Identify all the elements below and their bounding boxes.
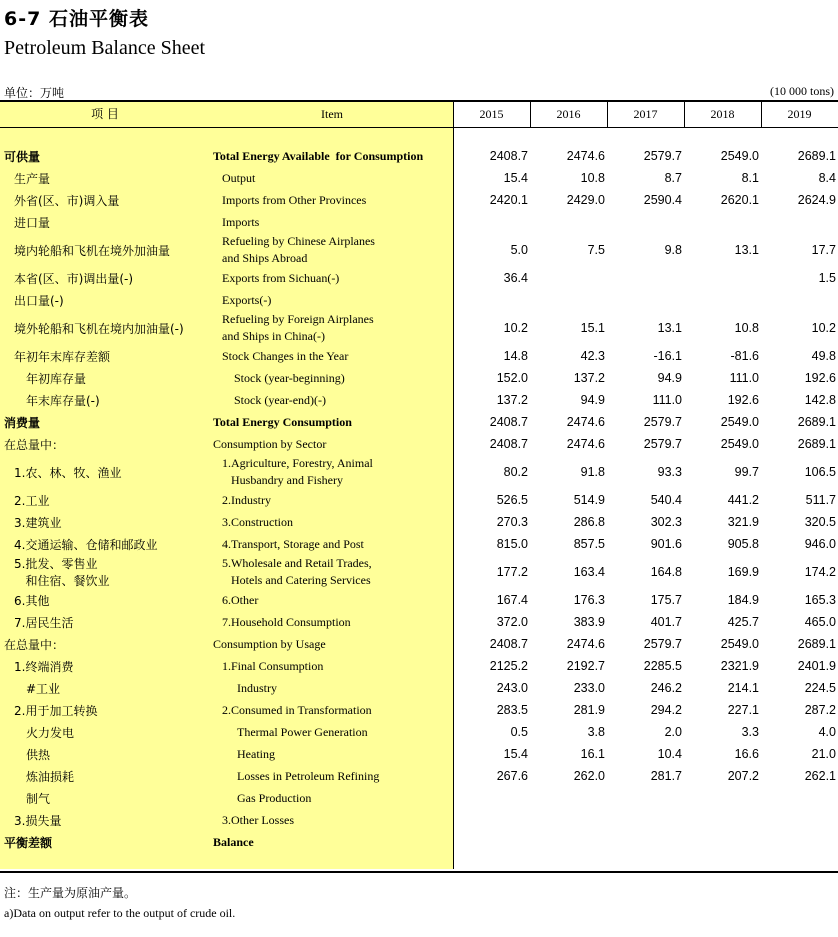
row-label-cn: 外省(区、市)调入量 bbox=[14, 193, 120, 208]
row-value-2015: 243.0 bbox=[496, 681, 528, 695]
row-value-2019: 49.8 bbox=[811, 349, 836, 363]
row-value-2015: 270.3 bbox=[496, 515, 528, 529]
row-value-2018: 169.9 bbox=[727, 565, 759, 579]
table-row bbox=[0, 411, 838, 433]
row-value-2019: 2689.1 bbox=[797, 637, 836, 651]
row-value-2015: 14.8 bbox=[503, 349, 528, 363]
table-row bbox=[0, 311, 838, 345]
row-value-2019: 2401.9 bbox=[797, 659, 836, 673]
row-label-en: 1.Agriculture, Forestry, Animal Husbandry and Fishery bbox=[222, 456, 373, 487]
row-value-2016: 857.5 bbox=[573, 537, 605, 551]
row-value-2016: 91.8 bbox=[580, 465, 605, 479]
row-value-2017: -16.1 bbox=[653, 349, 682, 363]
row-value-2018: -81.6 bbox=[730, 349, 759, 363]
row-value-2019 bbox=[766, 289, 836, 311]
row-value-2016: 2474.6 bbox=[566, 637, 605, 651]
row-value-2019: 2689.1 bbox=[797, 149, 836, 163]
row-label-cn: 年初库存量 bbox=[26, 371, 87, 386]
row-value-2016: 262.0 bbox=[573, 769, 605, 783]
row-value-2019: 142.8 bbox=[804, 393, 836, 407]
row-value-2016 bbox=[535, 211, 605, 233]
table-row bbox=[0, 267, 838, 289]
row-value-2019: 192.6 bbox=[804, 371, 836, 385]
row-value-2019 bbox=[766, 809, 836, 831]
row-value-2018: 2549.0 bbox=[720, 415, 759, 429]
row-value-2016: 2429.0 bbox=[566, 193, 605, 207]
header-item-cn: 项 目 bbox=[91, 107, 119, 121]
row-label-cn: 进口量 bbox=[14, 215, 51, 230]
row-label-cn: 2.用于加工转换 bbox=[14, 703, 98, 718]
row-label-en: 5.Wholesale and Retail Trades, Hotels and Catering Services bbox=[222, 556, 372, 587]
row-value-2017 bbox=[612, 787, 682, 809]
row-label-en: 4.Transport, Storage and Post bbox=[222, 536, 364, 551]
header-year: 2018 bbox=[710, 107, 735, 121]
table-row bbox=[0, 633, 838, 655]
row-value-2019: 2624.9 bbox=[797, 193, 836, 207]
row-value-2017: 111.0 bbox=[652, 393, 682, 407]
row-value-2016: 2474.6 bbox=[566, 437, 605, 451]
row-value-2019: 106.5 bbox=[804, 465, 836, 479]
row-value-2017: 2579.7 bbox=[643, 637, 682, 651]
row-value-2017: 540.4 bbox=[650, 493, 682, 507]
row-label-en: Total Energy Consumption bbox=[213, 414, 352, 429]
row-label-en: Stock (year-beginning) bbox=[234, 370, 345, 385]
row-value-2017: 94.9 bbox=[657, 371, 682, 385]
row-value-2017: 9.8 bbox=[664, 243, 682, 257]
row-value-2018: 192.6 bbox=[727, 393, 759, 407]
row-label-en: Thermal Power Generation bbox=[237, 724, 368, 739]
row-label-en: Balance bbox=[213, 834, 254, 849]
row-value-2018: 16.6 bbox=[734, 747, 759, 761]
unit-label-cn: 单位：万吨 bbox=[4, 86, 65, 100]
row-value-2018 bbox=[689, 289, 759, 311]
row-label-en: Stock Changes in the Year bbox=[222, 348, 349, 363]
row-value-2018: 2321.9 bbox=[720, 659, 759, 673]
row-value-2017: 10.4 bbox=[657, 747, 682, 761]
row-value-2017 bbox=[612, 809, 682, 831]
row-label-en: 1.Final Consumption bbox=[222, 658, 324, 673]
row-value-2015: 137.2 bbox=[496, 393, 528, 407]
balance-table bbox=[0, 100, 838, 873]
row-label-en: Exports from Sichuan(-) bbox=[222, 270, 340, 285]
table-row bbox=[0, 145, 838, 167]
row-value-2019: 17.7 bbox=[811, 243, 836, 257]
row-value-2018: 214.1 bbox=[727, 681, 759, 695]
table-row bbox=[0, 743, 838, 765]
table-row bbox=[0, 367, 838, 389]
row-value-2015: 2420.1 bbox=[489, 193, 528, 207]
row-value-2015: 815.0 bbox=[496, 537, 528, 551]
row-label-cn: 生产量 bbox=[14, 171, 51, 186]
row-value-2017: 2590.4 bbox=[643, 193, 682, 207]
row-value-2019: 21.0 bbox=[811, 747, 836, 761]
table-row bbox=[0, 511, 838, 533]
row-value-2016: 163.4 bbox=[573, 565, 605, 579]
row-value-2016: 137.2 bbox=[573, 371, 605, 385]
row-value-2019: 287.2 bbox=[804, 703, 836, 717]
row-value-2015: 10.2 bbox=[503, 321, 528, 335]
row-value-2017: 2285.5 bbox=[643, 659, 682, 673]
table-row bbox=[0, 289, 838, 311]
row-value-2016 bbox=[535, 787, 605, 809]
row-value-2016: 15.1 bbox=[580, 321, 605, 335]
row-value-2017: 175.7 bbox=[650, 593, 682, 607]
row-value-2015: 15.4 bbox=[503, 171, 528, 185]
row-label-cn: 制气 bbox=[26, 791, 51, 806]
row-value-2015: 5.0 bbox=[510, 243, 528, 257]
row-label-cn: 平衡差额 bbox=[4, 835, 53, 850]
row-value-2017: 164.8 bbox=[650, 565, 682, 579]
row-value-2019 bbox=[766, 831, 836, 853]
row-label-cn: 4.交通运输、仓储和邮政业 bbox=[14, 537, 158, 552]
row-value-2017: 2579.7 bbox=[643, 415, 682, 429]
table-row bbox=[0, 677, 838, 699]
row-label-en: 2.Consumed in Transformation bbox=[222, 702, 372, 717]
table-row bbox=[0, 699, 838, 721]
row-value-2016: 3.8 bbox=[587, 725, 605, 739]
row-value-2015: 15.4 bbox=[503, 747, 528, 761]
table-row bbox=[0, 233, 838, 267]
row-value-2016 bbox=[535, 267, 605, 289]
page-title-en: Petroleum Balance Sheet bbox=[4, 37, 206, 59]
row-value-2018: 425.7 bbox=[727, 615, 759, 629]
row-value-2015: 152.0 bbox=[496, 371, 528, 385]
header-year: 2015 bbox=[479, 107, 504, 121]
row-value-2015: 2408.7 bbox=[489, 637, 528, 651]
row-value-2015: 167.4 bbox=[496, 593, 528, 607]
row-value-2018: 13.1 bbox=[734, 243, 759, 257]
row-value-2015: 0.5 bbox=[510, 725, 528, 739]
row-value-2018: 3.3 bbox=[741, 725, 759, 739]
row-label-cn: 在总量中： bbox=[4, 437, 65, 452]
table-row bbox=[0, 831, 838, 853]
row-value-2018: 99.7 bbox=[734, 465, 759, 479]
table-row bbox=[0, 345, 838, 367]
row-value-2018: 2549.0 bbox=[720, 637, 759, 651]
row-value-2017: 2579.7 bbox=[643, 149, 682, 163]
row-value-2016: 94.9 bbox=[580, 393, 605, 407]
row-label-cn: 1.农、林、牧、渔业 bbox=[14, 465, 122, 480]
row-value-2015: 283.5 bbox=[496, 703, 528, 717]
header-divider bbox=[530, 102, 531, 127]
unit-label-en: (10 000 tons) bbox=[770, 84, 834, 98]
row-label-en: Total Energy Available for Consumption bbox=[213, 148, 424, 163]
row-label-cn: 1.终端消费 bbox=[14, 659, 74, 674]
row-value-2016: 281.9 bbox=[573, 703, 605, 717]
row-value-2016: 286.8 bbox=[573, 515, 605, 529]
row-label-cn: 在总量中： bbox=[4, 637, 65, 652]
row-label-cn: 6.其他 bbox=[14, 593, 50, 608]
row-value-2016: 2474.6 bbox=[566, 149, 605, 163]
row-value-2019: 320.5 bbox=[804, 515, 836, 529]
row-value-2016: 233.0 bbox=[573, 681, 605, 695]
table-row bbox=[0, 809, 838, 831]
row-value-2019: 10.2 bbox=[811, 321, 836, 335]
row-label-cn: 本省(区、市)调出量(-) bbox=[14, 271, 134, 286]
row-value-2019: 224.5 bbox=[804, 681, 836, 695]
table-header bbox=[0, 102, 838, 128]
row-value-2015: 80.2 bbox=[503, 465, 528, 479]
row-label-cn: 3.建筑业 bbox=[14, 515, 62, 530]
row-value-2015: 2408.7 bbox=[489, 415, 528, 429]
row-value-2017: 246.2 bbox=[650, 681, 682, 695]
row-value-2017: 401.7 bbox=[650, 615, 682, 629]
table-row bbox=[0, 455, 838, 489]
header-divider bbox=[684, 102, 685, 127]
row-label-en: Refueling by Chinese Airplanes and Ships Abroad bbox=[222, 234, 375, 265]
row-label-cn: 年初年末库存差额 bbox=[14, 349, 111, 364]
header-divider bbox=[607, 102, 608, 127]
row-label-cn: 火力发电 bbox=[26, 725, 75, 740]
table-row bbox=[0, 533, 838, 555]
row-label-en: Heating bbox=[237, 746, 275, 761]
row-value-2015: 177.2 bbox=[496, 565, 528, 579]
row-value-2019: 946.0 bbox=[804, 537, 836, 551]
table-row bbox=[0, 589, 838, 611]
row-label-en: Stock (year-end)(-) bbox=[234, 392, 327, 407]
table-row bbox=[0, 433, 838, 455]
row-value-2016 bbox=[535, 289, 605, 311]
row-label-en: Exports(-) bbox=[222, 292, 272, 307]
row-value-2018: 207.2 bbox=[727, 769, 759, 783]
row-value-2015: 2125.2 bbox=[489, 659, 528, 673]
row-label-en: 3.Construction bbox=[222, 514, 293, 529]
table-row bbox=[0, 765, 838, 787]
row-label-cn: 2.工业 bbox=[14, 493, 50, 508]
table-row bbox=[0, 721, 838, 743]
row-value-2018 bbox=[689, 267, 759, 289]
row-value-2016 bbox=[535, 809, 605, 831]
row-value-2015 bbox=[458, 809, 528, 831]
row-value-2018: 905.8 bbox=[727, 537, 759, 551]
row-value-2019: 4.0 bbox=[818, 725, 836, 739]
row-value-2017: 281.7 bbox=[650, 769, 682, 783]
row-value-2018 bbox=[689, 809, 759, 831]
row-value-2015: 267.6 bbox=[496, 769, 528, 783]
row-value-2019: 511.7 bbox=[805, 493, 836, 507]
row-value-2017: 8.7 bbox=[664, 171, 682, 185]
row-label-cn: 可供量 bbox=[4, 149, 41, 164]
row-label-cn: 年末库存量(-) bbox=[26, 393, 100, 408]
row-value-2017: 13.1 bbox=[657, 321, 682, 335]
row-label-en: Consumption by Usage bbox=[213, 636, 326, 651]
row-value-2019: 2689.1 bbox=[797, 415, 836, 429]
row-value-2016: 10.8 bbox=[580, 171, 605, 185]
row-value-2016: 42.3 bbox=[580, 349, 605, 363]
header-item-en: Item bbox=[321, 107, 343, 121]
row-value-2017 bbox=[612, 831, 682, 853]
row-value-2018: 227.1 bbox=[727, 703, 759, 717]
row-label-en: Output bbox=[222, 170, 256, 185]
row-value-2015 bbox=[458, 787, 528, 809]
row-label-en: Refueling by Foreign Airplanes and Ships in China(-) bbox=[222, 312, 374, 343]
header-year: 2019 bbox=[787, 107, 812, 121]
row-value-2018: 2549.0 bbox=[720, 149, 759, 163]
page-title-cn: 6-7 石油平衡表 bbox=[4, 8, 149, 30]
row-value-2015: 372.0 bbox=[496, 615, 528, 629]
table-row bbox=[0, 389, 838, 411]
row-value-2017: 93.3 bbox=[657, 465, 682, 479]
row-value-2019: 262.1 bbox=[804, 769, 836, 783]
row-label-en: Losses in Petroleum Refining bbox=[237, 768, 380, 783]
row-label-cn: 出口量(-) bbox=[14, 293, 64, 308]
row-value-2018 bbox=[689, 831, 759, 853]
row-value-2018 bbox=[689, 211, 759, 233]
row-label-cn: 消费量 bbox=[4, 415, 41, 430]
table-row bbox=[0, 555, 838, 589]
row-value-2016: 16.1 bbox=[580, 747, 605, 761]
row-label-en: 2.Industry bbox=[222, 492, 271, 507]
row-value-2017: 302.3 bbox=[650, 515, 682, 529]
table-row bbox=[0, 655, 838, 677]
row-label-en: 7.Household Consumption bbox=[222, 614, 351, 629]
row-value-2017 bbox=[612, 267, 682, 289]
row-label-cn: 7.居民生活 bbox=[14, 615, 74, 630]
table-row bbox=[0, 211, 838, 233]
row-label-cn: 5.批发、零售业 和住宿、餐饮业 bbox=[14, 557, 110, 588]
table-row bbox=[0, 489, 838, 511]
row-value-2015: 36.4 bbox=[503, 271, 528, 285]
row-value-2018: 111.0 bbox=[729, 371, 759, 385]
header-year: 2017 bbox=[633, 107, 658, 121]
row-label-en: 3.Other Losses bbox=[222, 812, 294, 827]
row-label-en: Industry bbox=[237, 680, 277, 695]
table-row bbox=[0, 167, 838, 189]
row-label-en: Consumption by Sector bbox=[213, 436, 327, 451]
row-label-cn: 供热 bbox=[26, 747, 51, 762]
row-value-2015: 2408.7 bbox=[489, 149, 528, 163]
row-value-2015: 2408.7 bbox=[489, 437, 528, 451]
row-value-2019 bbox=[766, 211, 836, 233]
footnote-en: a)Data on output refer to the output of crude oil. bbox=[4, 906, 236, 920]
row-value-2018 bbox=[689, 787, 759, 809]
row-label-en: 6.Other bbox=[222, 592, 259, 607]
row-value-2017: 2.0 bbox=[664, 725, 682, 739]
row-value-2018: 8.1 bbox=[741, 171, 759, 185]
row-value-2016: 514.9 bbox=[573, 493, 605, 507]
row-value-2017 bbox=[612, 289, 682, 311]
row-label-cn: 3.损失量 bbox=[14, 813, 62, 828]
row-value-2017: 2579.7 bbox=[643, 437, 682, 451]
header-year: 2016 bbox=[556, 107, 581, 121]
header-divider bbox=[761, 102, 762, 127]
row-value-2018: 10.8 bbox=[734, 321, 759, 335]
row-value-2018: 2549.0 bbox=[720, 437, 759, 451]
row-value-2018: 184.9 bbox=[727, 593, 759, 607]
row-value-2016: 383.9 bbox=[573, 615, 605, 629]
row-value-2017: 294.2 bbox=[650, 703, 682, 717]
row-label-en: Imports bbox=[222, 214, 260, 229]
row-value-2019: 465.0 bbox=[804, 615, 836, 629]
row-value-2015 bbox=[458, 289, 528, 311]
row-label-en: Gas Production bbox=[237, 790, 312, 805]
row-value-2018: 321.9 bbox=[727, 515, 759, 529]
row-value-2016: 2474.6 bbox=[566, 415, 605, 429]
row-value-2017: 901.6 bbox=[650, 537, 682, 551]
footnotes bbox=[4, 884, 235, 921]
row-value-2015 bbox=[458, 211, 528, 233]
table-row bbox=[0, 611, 838, 633]
row-value-2019: 8.4 bbox=[818, 171, 836, 185]
row-value-2018: 2620.1 bbox=[720, 193, 759, 207]
row-value-2015: 526.5 bbox=[496, 493, 528, 507]
table-row bbox=[0, 189, 838, 211]
row-value-2015 bbox=[458, 831, 528, 853]
row-label-cn: 境外轮船和飞机在境内加油量(-) bbox=[14, 321, 184, 336]
row-value-2016: 7.5 bbox=[587, 243, 605, 257]
row-value-2019: 174.2 bbox=[804, 565, 836, 579]
row-label-en: Imports from Other Provinces bbox=[222, 192, 367, 207]
row-value-2016 bbox=[535, 831, 605, 853]
row-value-2019: 1.5 bbox=[818, 271, 836, 285]
row-label-cn: #工业 bbox=[26, 681, 61, 696]
footnote-cn: 注：生产量为原油产量。 bbox=[4, 886, 137, 900]
row-label-cn: 境内轮船和飞机在境外加油量 bbox=[14, 243, 171, 258]
row-value-2018: 441.2 bbox=[727, 493, 759, 507]
row-value-2016: 2192.7 bbox=[566, 659, 605, 673]
row-value-2016: 176.3 bbox=[573, 593, 605, 607]
row-value-2019 bbox=[766, 787, 836, 809]
row-value-2019: 165.3 bbox=[804, 593, 836, 607]
row-label-cn: 炼油损耗 bbox=[26, 769, 75, 784]
row-value-2017 bbox=[612, 211, 682, 233]
table-row bbox=[0, 787, 838, 809]
row-value-2019: 2689.1 bbox=[797, 437, 836, 451]
